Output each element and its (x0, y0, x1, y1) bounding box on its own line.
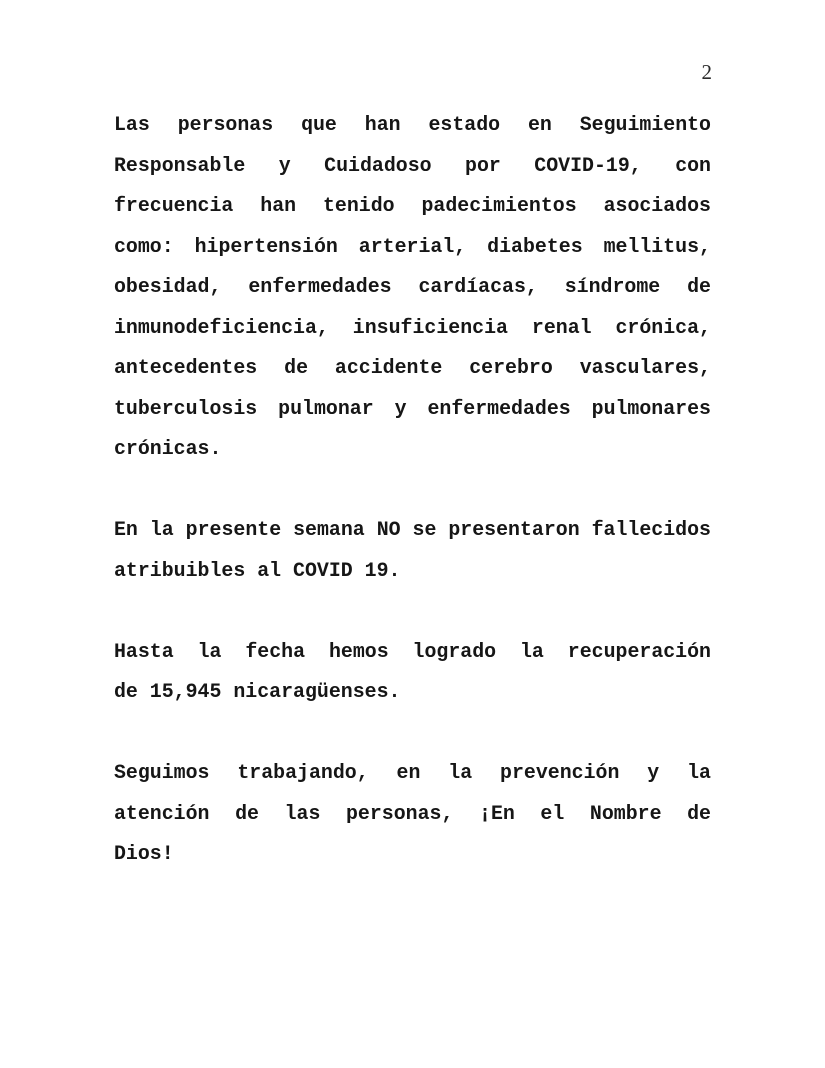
text-line: como: hipertensión arterial, diabetes mellitus, (114, 234, 711, 258)
document-body (114, 105, 711, 875)
text-line: Seguimos trabajando, en la prevención y la (114, 761, 711, 784)
text-line: atención de las personas, ¡En el Nombre de (114, 801, 711, 825)
text-line: inmunodeficiencia, insuficiencia renal crónica, (114, 315, 711, 339)
page-number: 2 (701, 60, 712, 84)
text-line: Hasta la fecha hemos logrado la recuperación (114, 639, 711, 663)
paragraph (114, 632, 711, 713)
paragraph (114, 105, 711, 470)
text-line: Las personas que han estado en Seguimiento (114, 113, 711, 136)
text-line: tuberculosis pulmonar y enfermedades pulmonares (114, 396, 711, 420)
paragraph (114, 753, 711, 875)
text-line: crónicas. (114, 437, 222, 460)
text-line: frecuencia han tenido padecimientos asociados (114, 194, 711, 217)
text-line: antecedentes de accidente cerebro vasculares, (114, 356, 711, 379)
text-line: obesidad, enfermedades cardíacas, síndrome de (114, 275, 711, 298)
text-line: Dios! (114, 842, 174, 865)
paragraph (114, 510, 711, 591)
text-line: En la presente semana NO se presentaron fallecidos (114, 518, 711, 541)
text-line: de 15,945 nicaragüenses. (114, 680, 401, 703)
text-line: Responsable y Cuidadoso por COVID-19, con (114, 153, 711, 177)
text-line: atribuibles al COVID 19. (114, 558, 401, 582)
